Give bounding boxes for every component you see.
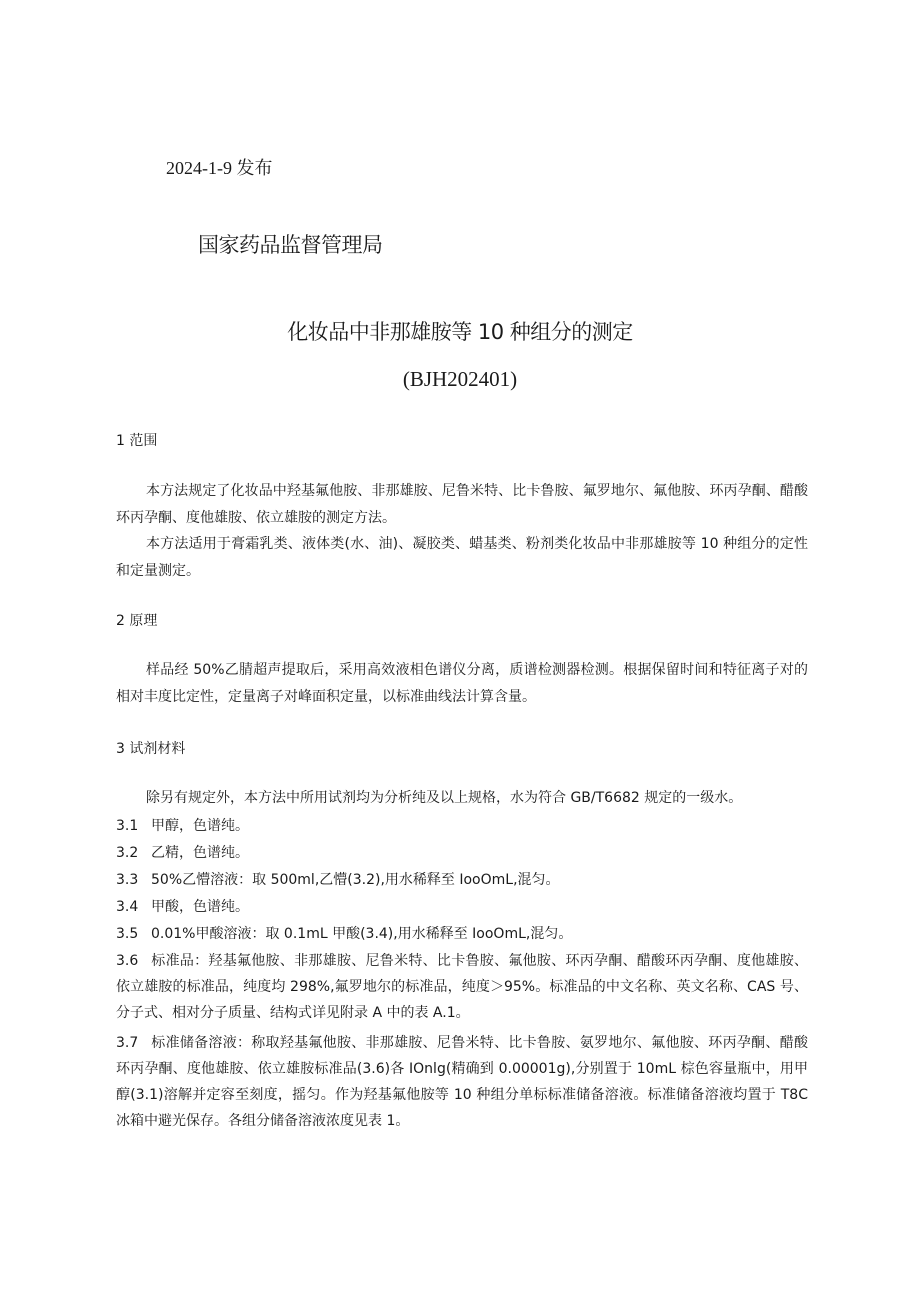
section-heading-reagents: 3 试剂材料 (116, 741, 186, 757)
paragraph: 除另有规定外，本方法中所用试剂均为分析纯及以上规格，水为符合 GB/T6682 规定的一级水。 (146, 790, 743, 806)
paragraph: 本方法规定了化妆品中羟基氟他胺、非那雄胺、尼鲁米特、比卡鲁胺、氟罗地尔、氟他胺、环丙孕酮、醋酸环丙孕酮、度他雄胺、依立雄胺的测定方法。 (116, 483, 808, 526)
item-number: 3.3 (116, 872, 139, 888)
list-item (116, 867, 808, 893)
list-item (116, 813, 808, 839)
item-text: 标准品：羟基氟他胺、非那雄胺、尼鲁米特、比卡鲁胺、氟他胺、环丙孕酮、醋酸环丙孕酮、度他雄胺、依立雄胺的标准品，纯度均 298%,氟罗地尔的标准品，纯度＞95%。标准品的中文名称、英文名称、CAS 号、分子式、相对分子质量、结构式详见附录 A 中的表 A.1。 (116, 953, 808, 1021)
list-item (116, 840, 808, 866)
document-code: (BJH202401) (402, 367, 518, 391)
item-text: 标准储备溶液：称取羟基氟他胺、非那雄胺、尼鲁米特、比卡鲁胺、氨罗地尔、氟他胺、环丙孕酮、醋酸环丙孕酮、度他雄胺、依立雄胺标准品(3.6)各 IOnlg(精确到 0.00001g),分别置于 10mL 棕色容量瓶中，用甲醇(3.1)溶解并定容至刻度，摇匀。作为羟基氟他胺等 10 种组分单标标准储备溶液。标准储备溶液均置于 T8C 冰箱中避光保存。各组分储备溶液浓度见表 1。 (116, 1035, 808, 1129)
document-title: 化妆品中非那雄胺等 10 种组分的测定 (287, 320, 633, 344)
item-text: 0.01%甲酸溶液：取 0.1mL 甲酸(3.4),用水稀释至 IooOmL,混匀。 (151, 926, 573, 942)
section-heading-scope: 1 范围 (116, 433, 158, 449)
item-number: 3.5 (116, 926, 139, 942)
item-number: 3.4 (116, 899, 139, 915)
paragraph: 样品经 50%乙腈超声提取后，采用高效液相色谱仪分离，质谱检测器检测。根据保留时间和特征离子对的相对丰度比定性，定量离子对峰面积定量，以标准曲线法计算含量。 (116, 662, 808, 705)
item-text: 甲酸，色谱纯。 (151, 899, 249, 915)
list-item (116, 948, 808, 1026)
list-item (116, 1030, 808, 1134)
item-number: 3.6 (116, 953, 139, 969)
issuing-agency: 国家药品监督管理局 (198, 233, 383, 257)
item-number: 3.7 (116, 1035, 139, 1051)
item-text: 50%乙懵溶液：取 500ml,乙懵(3.2),用水稀释至 IooOmL,混匀。 (151, 872, 560, 888)
item-text: 乙精，色谱纯。 (151, 845, 249, 861)
list-item (116, 921, 808, 947)
paragraph: 本方法适用于膏霜乳类、液体类(水、油)、凝胶类、蜡基类、粉剂类化妆品中非那雄胺等 10 种组分的定性和定量测定。 (116, 536, 808, 579)
item-number: 3.1 (116, 818, 139, 834)
list-item (116, 894, 808, 920)
item-text: 甲醇，色谱纯。 (151, 818, 249, 834)
publish-date: 2024-1-9 发布 (166, 158, 273, 178)
section-heading-principle: 2 原理 (116, 613, 158, 629)
item-number: 3.2 (116, 845, 139, 861)
